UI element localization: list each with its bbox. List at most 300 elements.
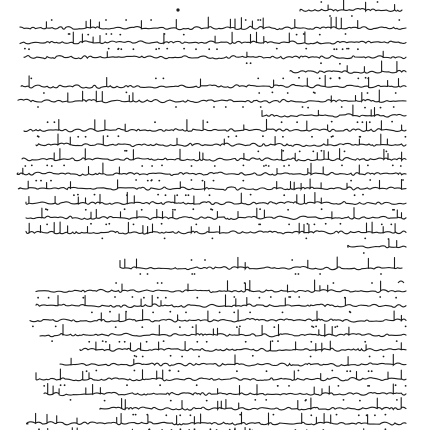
handwriting-stroke — [26, 208, 406, 220]
diacritic-dot — [30, 78, 32, 80]
diacritic-dot — [115, 282, 117, 284]
diacritic-dot — [259, 224, 261, 226]
diacritic-dot — [85, 209, 87, 211]
handwriting-stroke — [120, 257, 402, 270]
diacritic-dot — [172, 209, 174, 211]
diacritic-dot — [188, 194, 190, 196]
diacritic-dot — [120, 48, 122, 50]
diacritic-dot — [87, 34, 89, 36]
diacritic-dot — [296, 121, 298, 123]
diacritic-dot — [364, 341, 366, 343]
diacritic-dot — [185, 312, 187, 314]
diacritic-dot — [46, 224, 48, 226]
diacritic-dot — [368, 370, 370, 372]
diacritic-dot — [344, 151, 346, 153]
diacritic-dot — [296, 34, 298, 36]
diacritic-dot — [358, 414, 360, 416]
diacritic-dot — [125, 19, 127, 21]
diacritic-dot — [157, 282, 159, 284]
diacritic-dot — [235, 135, 237, 137]
diacritic-dot — [277, 385, 279, 387]
diacritic-dot — [60, 384, 62, 386]
diacritic-dot — [192, 326, 194, 328]
header-dot-mark — [176, 8, 179, 11]
diacritic-dot — [367, 165, 369, 167]
diacritic-dot — [346, 370, 348, 372]
handwriting-stroke — [22, 149, 406, 161]
diacritic-dot — [254, 399, 256, 401]
diacritic-dot — [174, 209, 176, 211]
diacritic-dot — [164, 238, 166, 240]
diacritic-dot — [273, 414, 275, 416]
diacritic-dot — [329, 15, 331, 17]
diacritic-dot — [31, 165, 33, 167]
handwriting-stroke — [27, 412, 407, 425]
diacritic-dot — [338, 385, 340, 387]
diacritic-dot — [395, 92, 397, 94]
diacritic-dot — [37, 106, 39, 108]
diacritic-dot — [314, 224, 316, 226]
handwriting-stroke — [44, 384, 406, 396]
handwritten-line — [21, 75, 406, 93]
diacritic-dot — [325, 223, 327, 225]
diacritic-dot — [135, 356, 137, 358]
diacritic-dot — [282, 78, 284, 80]
diacritic-dot — [47, 209, 49, 211]
diacritic-dot — [185, 194, 187, 196]
handwriting-stroke — [17, 163, 406, 176]
diacritic-dot — [311, 136, 313, 138]
diacritic-dot — [310, 356, 312, 358]
diacritic-dot — [207, 121, 209, 123]
diacritic-dot — [270, 296, 272, 298]
handwritten-line — [26, 208, 406, 225]
diacritic-dot — [37, 297, 39, 299]
diacritic-dot — [339, 78, 341, 80]
diacritic-dot — [32, 326, 34, 328]
diacritic-dot — [276, 48, 278, 50]
diacritic-dot — [114, 296, 116, 298]
diacritic-dot — [70, 399, 72, 401]
diacritic-dot — [392, 165, 394, 167]
diacritic-dot — [233, 312, 235, 314]
diacritic-dot — [191, 179, 193, 181]
diacritic-dot — [250, 194, 252, 196]
diacritic-dot — [105, 341, 107, 343]
diacritic-dot — [350, 312, 352, 314]
diacritic-dot — [281, 121, 283, 123]
handwriting-stroke — [100, 398, 406, 410]
diacritic-dot — [265, 165, 267, 167]
diacritic-dot — [118, 135, 120, 137]
diacritic-dot — [132, 296, 134, 298]
diacritic-dot — [211, 209, 213, 211]
diacritic-dot — [119, 341, 121, 343]
diacritic-dot — [348, 48, 350, 50]
diacritic-dot — [367, 78, 369, 80]
diacritic-dot — [341, 106, 343, 108]
handwriting-stroke — [262, 105, 406, 117]
diacritic-dot — [108, 48, 110, 50]
diacritic-dot — [48, 297, 50, 299]
diacritic-dot — [158, 180, 160, 182]
diacritic-dot — [225, 106, 227, 108]
handwriting-stroke — [60, 354, 406, 366]
diacritic-dot — [43, 92, 45, 94]
diacritic-dot — [388, 238, 390, 240]
diacritic-dot — [55, 326, 57, 328]
diacritic-dot — [141, 326, 143, 328]
diacritic-dot — [313, 326, 315, 328]
diacritic-dot — [369, 121, 371, 123]
diacritic-dot — [298, 273, 300, 275]
handwritten-line — [20, 32, 406, 50]
diacritic-dot — [90, 223, 92, 225]
diacritic-dot — [206, 341, 208, 343]
diacritic-dot — [85, 136, 87, 138]
diacritic-dot — [380, 273, 382, 275]
diacritic-dot — [381, 224, 383, 226]
diacritic-dot — [141, 165, 143, 167]
diacritic-dot — [104, 400, 106, 402]
handwritten-line — [20, 17, 406, 35]
diacritic-dot — [212, 238, 214, 240]
diacritic-dot — [169, 370, 171, 372]
diacritic-dot — [68, 33, 70, 35]
diacritic-dot — [244, 282, 246, 284]
diacritic-dot — [40, 180, 42, 182]
diacritic-dot — [46, 165, 48, 167]
diacritic-dot — [204, 259, 206, 261]
diacritic-dot — [38, 136, 40, 138]
diacritic-dot — [383, 356, 385, 358]
diacritic-dot — [400, 165, 402, 167]
diacritic-dot — [91, 312, 93, 314]
diacritic-dot — [357, 78, 359, 80]
handwritten-line — [18, 90, 406, 108]
diacritic-dot — [155, 48, 157, 50]
diacritic-dot — [366, 414, 368, 416]
handwriting-stroke — [80, 341, 406, 351]
diacritic-dot — [150, 180, 152, 182]
diacritic-dot — [219, 312, 221, 314]
diacritic-dot — [158, 48, 160, 50]
diacritic-dot — [282, 312, 284, 314]
diacritic-dot — [260, 19, 262, 21]
diacritic-dot — [209, 194, 211, 196]
diacritic-dot — [133, 48, 135, 50]
diacritic-dot — [319, 34, 321, 36]
diacritic-dot — [331, 136, 333, 138]
handwritten-line — [290, 61, 406, 79]
diacritic-dot — [151, 165, 153, 167]
diacritic-dot — [310, 414, 312, 416]
diacritic-dot — [196, 341, 198, 343]
handwritten-line — [17, 163, 406, 181]
diacritic-dot — [405, 385, 407, 387]
diacritic-dot — [364, 238, 366, 240]
diacritic-dot — [152, 312, 154, 314]
diacritic-dot — [336, 414, 338, 416]
diacritic-dot — [277, 340, 279, 342]
handwritten-line — [26, 192, 406, 210]
diacritic-dot — [305, 48, 307, 50]
diacritic-dot — [175, 106, 177, 108]
diacritic-dot — [377, 1, 379, 3]
diacritic-dot — [287, 92, 289, 94]
diacritic-dot — [362, 121, 364, 123]
diacritic-dot — [176, 194, 178, 196]
diacritic-dot — [257, 151, 259, 153]
handwriting-stroke — [24, 51, 406, 59]
diacritic-dot — [143, 297, 145, 299]
diacritic-dot — [157, 297, 159, 299]
diacritic-dot — [135, 414, 137, 416]
handwriting-stroke — [20, 17, 406, 30]
diacritic-dot — [196, 384, 198, 386]
handwritten-line — [300, 0, 402, 17]
diacritic-dot — [202, 180, 204, 182]
diacritic-dot — [395, 297, 397, 299]
handwritten-line — [22, 149, 406, 167]
diacritic-dot — [239, 326, 241, 328]
diacritic-dot — [246, 62, 248, 64]
diacritic-dot — [342, 48, 344, 50]
diacritic-dot — [364, 107, 366, 109]
diacritic-dot — [126, 92, 128, 94]
diacritic-dot — [154, 121, 156, 123]
diacritic-dot — [259, 208, 261, 210]
diacritic-dot — [94, 194, 96, 196]
diacritic-dot — [341, 165, 343, 167]
diacritic-dot — [268, 165, 270, 167]
diacritic-dot — [321, 208, 323, 210]
diacritic-dot — [192, 208, 194, 210]
diacritic-dot — [245, 19, 247, 21]
diacritic-dot — [307, 223, 309, 225]
diacritic-dot — [51, 165, 53, 167]
diacritic-dot — [124, 341, 126, 343]
diacritic-dot — [336, 48, 338, 50]
diacritic-dot — [396, 340, 398, 342]
handwritten-line — [40, 324, 406, 342]
diacritic-dot — [190, 414, 192, 416]
diacritic-dot — [315, 326, 317, 328]
diacritic-dot — [51, 340, 53, 342]
handwriting-stroke — [26, 222, 406, 234]
diacritic-dot — [198, 356, 200, 358]
diacritic-dot — [262, 135, 264, 137]
diacritic-dot — [165, 414, 167, 416]
diacritic-dot — [146, 341, 148, 343]
diacritic-dot — [108, 223, 110, 225]
diacritic-dot — [282, 150, 284, 152]
diacritic-dot — [228, 136, 230, 138]
diacritic-dot — [54, 121, 56, 123]
diacritic-dot — [82, 297, 84, 299]
handwritten-line — [36, 369, 406, 386]
diacritic-dot — [150, 19, 152, 21]
diacritic-dot — [367, 92, 369, 94]
diacritic-dot — [354, 194, 356, 196]
diacritic-dot — [169, 311, 171, 313]
diacritic-dot — [242, 106, 244, 108]
diacritic-dot — [194, 273, 196, 275]
diacritic-dot — [345, 33, 347, 35]
diacritic-dot — [195, 224, 197, 226]
diacritic-dot — [288, 224, 290, 226]
diacritic-dot — [161, 223, 163, 225]
diacritic-dot — [165, 297, 167, 299]
diacritic-dot — [365, 77, 367, 79]
diacritic-dot — [196, 297, 198, 299]
diacritic-dot — [243, 165, 245, 167]
diacritic-dot — [385, 414, 387, 416]
diacritic-dot — [266, 370, 268, 372]
diacritic-dot — [351, 15, 353, 17]
diacritic-dot — [295, 273, 297, 275]
diacritic-dot — [288, 165, 290, 167]
diacritic-dot — [250, 62, 252, 64]
handwritten-line — [80, 341, 406, 357]
diacritic-dot — [357, 121, 359, 123]
diacritic-dot — [43, 385, 45, 387]
diacritic-dot — [393, 106, 395, 108]
diacritic-dot — [95, 370, 97, 372]
diacritic-dot — [263, 165, 265, 167]
diacritic-dot — [257, 19, 259, 21]
diacritic-dot — [289, 296, 291, 298]
handwriting-stroke — [20, 32, 406, 44]
diacritic-dot — [170, 355, 172, 357]
diacritic-dot — [126, 194, 128, 196]
diacritic-dot — [64, 384, 66, 386]
diacritic-dot — [236, 370, 238, 372]
diacritic-dot — [157, 194, 159, 196]
diacritic-dot — [50, 180, 52, 182]
diacritic-dot — [350, 180, 352, 182]
diacritic-dot — [124, 208, 126, 210]
diacritic-dot — [161, 165, 163, 167]
diacritic-dot — [312, 151, 314, 153]
diacritic-dot — [252, 355, 254, 357]
diacritic-dot — [314, 92, 316, 94]
diacritic-dot — [320, 1, 322, 3]
diacritic-dot — [298, 370, 300, 372]
handwritten-line — [36, 134, 406, 152]
diacritic-dot — [303, 33, 305, 35]
diacritic-dot — [115, 326, 117, 328]
diacritic-dot — [233, 296, 235, 298]
diacritic-dot — [374, 414, 376, 416]
diacritic-dot — [191, 273, 193, 275]
diacritic-dot — [371, 370, 373, 372]
diacritic-dot — [166, 48, 168, 50]
diacritic-dot — [195, 48, 197, 50]
diacritic-dot — [183, 34, 185, 36]
diacritic-dot — [359, 400, 361, 402]
diacritic-dot — [405, 136, 407, 138]
diacritic-dot — [135, 179, 137, 181]
handwriting-stroke — [24, 119, 406, 131]
handwriting-stroke — [290, 61, 406, 73]
handwritten-line — [27, 412, 407, 430]
diacritic-dot — [282, 136, 284, 138]
handwritten-line — [24, 119, 406, 137]
diacritic-dot — [298, 77, 300, 79]
handwritten-line — [24, 48, 406, 64]
diacritic-dot — [283, 165, 285, 167]
handwriting-stroke — [26, 192, 406, 204]
diacritic-dot — [333, 282, 335, 284]
diacritic-dot — [391, 121, 393, 123]
diacritic-dot — [363, 252, 365, 254]
diacritic-dot — [380, 107, 382, 109]
diacritic-dot — [330, 78, 332, 80]
handwritten-line — [30, 310, 407, 328]
diacritic-dot — [126, 150, 128, 152]
diacritic-dot — [310, 341, 312, 343]
diacritic-dot — [299, 151, 301, 153]
diacritic-dot — [398, 19, 400, 21]
diacritic-dot — [307, 107, 309, 109]
diacritic-dot — [340, 223, 342, 225]
diacritic-dot — [298, 296, 300, 298]
diacritic-dot — [362, 194, 364, 196]
diacritic-dot — [287, 209, 289, 211]
diacritic-dot — [170, 400, 172, 402]
handwriting-stroke — [36, 280, 406, 292]
diacritic-dot — [369, 356, 371, 358]
handwritten-line — [100, 398, 406, 416]
handwriting-stroke — [36, 134, 406, 146]
diacritic-dot — [357, 48, 359, 50]
diacritic-dot — [320, 62, 322, 64]
diacritic-dot — [305, 238, 307, 240]
diacritic-dot — [181, 356, 183, 358]
diacritic-dot — [245, 341, 247, 343]
handwriting-stroke — [40, 324, 406, 337]
diacritic-dot — [163, 340, 165, 342]
diacritic-dot — [147, 273, 149, 275]
diacritic-dot — [395, 384, 397, 386]
diacritic-dot — [239, 414, 241, 416]
diacritic-dot — [134, 355, 136, 357]
diacritic-dot — [319, 78, 321, 80]
handwriting-stroke — [18, 90, 406, 103]
diacritic-dot — [119, 34, 121, 36]
handwritten-line — [262, 105, 406, 122]
diacritic-dot — [111, 33, 113, 35]
diacritic-dot — [133, 224, 135, 226]
diacritic-dot — [257, 78, 259, 80]
diacritic-dot — [379, 296, 381, 298]
diacritic-dot — [249, 312, 251, 314]
diacritic-dot — [105, 19, 107, 21]
handwritten-line — [120, 257, 402, 275]
diacritic-dot — [77, 194, 79, 196]
handwriting-stroke — [300, 0, 402, 11]
diacritic-dot — [178, 370, 180, 372]
diacritic-dot — [28, 48, 30, 50]
diacritic-dot — [258, 92, 260, 94]
diacritic-dot — [179, 326, 181, 328]
diacritic-dot — [47, 121, 49, 123]
diacritic-dot — [24, 48, 26, 50]
diacritic-dot — [105, 33, 107, 35]
handwriting-stroke — [18, 179, 406, 190]
diacritic-dot — [213, 180, 215, 182]
